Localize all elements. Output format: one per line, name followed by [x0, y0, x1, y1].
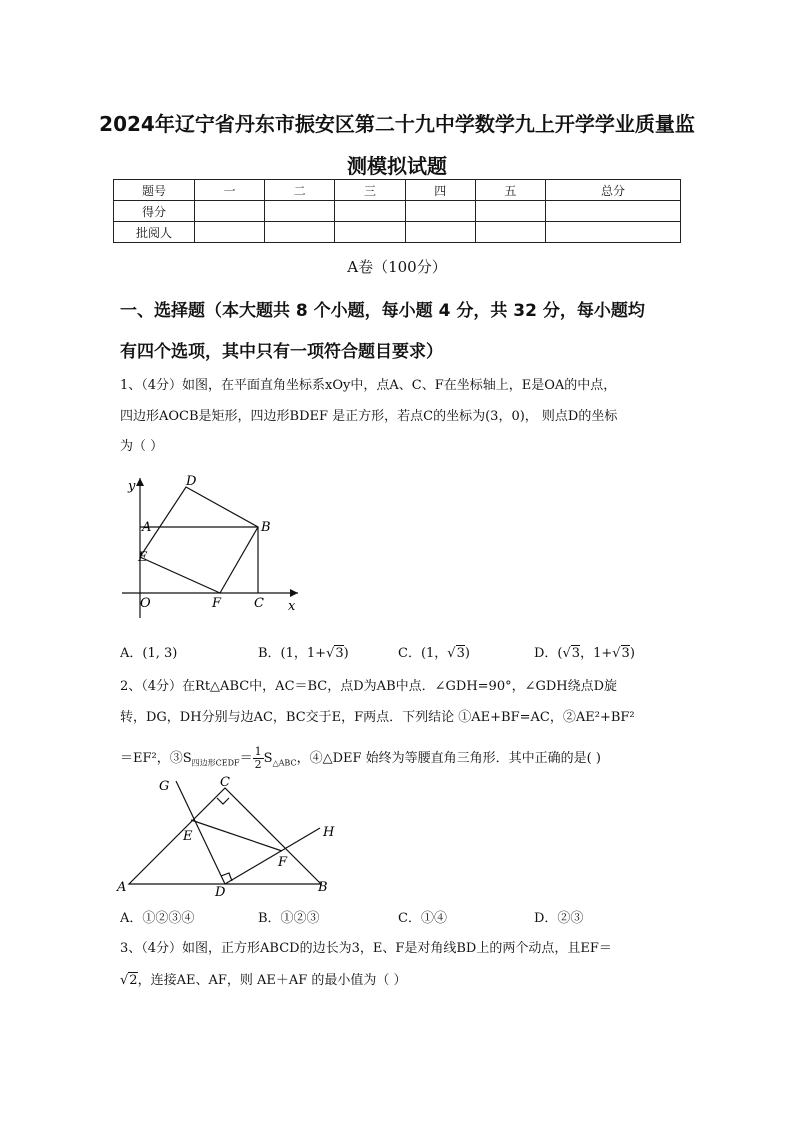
score-cell[interactable]: [265, 222, 335, 243]
score-table: [113, 179, 681, 243]
section-heading-line-2: 有四个选项，其中只有一项符合题目要求）: [120, 342, 443, 362]
table-header-cell: 题号: [114, 180, 195, 201]
table-row: [114, 222, 681, 243]
label-c: C: [254, 596, 264, 611]
q1-option-d-radicand-1: 3: [571, 646, 581, 661]
q1-option-a[interactable]: A．(1, 3): [120, 646, 178, 661]
q2-line-3-b: ＝: [239, 751, 253, 766]
q2-option-d[interactable]: D．②③: [534, 911, 584, 926]
section-heading-line-1: 一、选择题（本大题共 8 个小题，每小题 4 分，共 32 分，每小题均: [120, 301, 645, 321]
q2-fraction-numerator: 1: [254, 745, 262, 758]
table-row: [114, 201, 681, 222]
q1-option-c[interactable]: C．(1，√3): [398, 646, 470, 661]
score-cell[interactable]: [546, 222, 681, 243]
q1-option-d-text: D．(: [534, 646, 563, 661]
q1-option-b-text: B．(1，1+: [258, 646, 327, 661]
label-d: D: [186, 474, 197, 489]
label-c: C: [220, 775, 230, 790]
score-cell[interactable]: [335, 222, 405, 243]
y-axis-arrow: [136, 478, 144, 486]
square-bdef: [140, 487, 258, 593]
score-cell[interactable]: [546, 201, 681, 222]
q1-option-c-close: ): [464, 646, 470, 661]
q2-line-3-c: S: [263, 751, 273, 766]
score-cell[interactable]: [335, 201, 405, 222]
label-b: B: [318, 880, 328, 895]
label-d: D: [215, 885, 226, 896]
label-y: y: [128, 479, 136, 494]
q2-line-2: 转，DG，DH分别与边AC，BC交于E，F两点．下列结论 ①AE+BF=AC，②AE²+BF²: [120, 710, 635, 725]
q2-line-3-d: ，④△DEF 始终为等腰直角三角形．其中正确的是( ): [296, 751, 601, 766]
q2-line-3-a: ＝EF²，③S: [120, 751, 192, 766]
q2-line-3: [120, 746, 601, 772]
label-b: B: [261, 520, 271, 535]
score-cell[interactable]: [405, 222, 475, 243]
q2-figure: [115, 770, 345, 896]
segment-ef: [191, 820, 282, 851]
q2-fraction-denominator: 2: [254, 758, 262, 771]
q2-option-b[interactable]: B．①②③: [258, 911, 320, 926]
q2-line-1: 2、（4分）在Rt△ABC中，AC＝BC，点D为AB中点．∠GDH=90°，∠GDH绕点D旋: [120, 679, 618, 694]
label-g: G: [159, 779, 170, 794]
q1-line-2: 四边形AOCB是矩形，四边形BDEF 是正方形，若点C的坐标为(3，0)， 则点D的坐标: [120, 409, 618, 424]
q1-figure: [118, 470, 318, 620]
q2-fraction: [253, 746, 264, 771]
label-f: F: [278, 855, 288, 870]
q3-line-2-text: ，连接AE、AF，则 AE＋AF 的最小值为（ ）: [137, 973, 407, 988]
label-o: O: [140, 596, 151, 611]
q2-option-a[interactable]: A．①②③④: [120, 911, 195, 926]
q1-option-d-mid: ，1+: [580, 646, 613, 661]
label-f: F: [212, 596, 222, 611]
score-cell[interactable]: [405, 201, 475, 222]
right-angle-c: [217, 798, 229, 804]
title-line-1: 2024年辽宁省丹东市振安区第二十九中学数学九上开学学业质量监: [99, 112, 695, 136]
q3-line-1: 3、（4分）如图，正方形ABCD的边长为3，E、F是对角线BD上的两个动点，且EF＝: [120, 941, 612, 956]
q1-option-b-radicand: 3: [335, 646, 344, 661]
label-a: A: [117, 880, 127, 895]
title-line-2: 测模拟试题: [347, 154, 447, 178]
row-label: 批阅人: [114, 222, 195, 243]
q1-line-1: 1、（4分）如图，在平面直角坐标系xOy中，点A、C、F在坐标轴上，E是OA的中点，: [120, 378, 617, 393]
score-cell[interactable]: [195, 201, 265, 222]
q1-option-b[interactable]: B．(1，1+√3): [258, 646, 349, 661]
q2-option-c[interactable]: C．①④: [398, 911, 447, 926]
q3-line-2: √2，连接AE、AF，则 AE＋AF 的最小值为（ ）: [120, 973, 407, 988]
table-header-cell: 二: [265, 180, 335, 201]
q1-option-b-close: ): [343, 646, 349, 661]
label-e: E: [138, 550, 148, 565]
volume-label: A卷（100分）: [347, 258, 447, 276]
score-cell[interactable]: [265, 201, 335, 222]
q2-subscript-quad: 四边形CEDF: [191, 758, 240, 768]
table-header-cell: 四: [405, 180, 475, 201]
score-cell[interactable]: [475, 201, 545, 222]
q1-option-c-radicand: 3: [456, 646, 465, 661]
row-label: 得分: [114, 201, 195, 222]
table-header-cell: 总分: [546, 180, 681, 201]
q1-option-d-close: ): [629, 646, 635, 661]
table-header-cell: 一: [195, 180, 265, 201]
score-cell[interactable]: [475, 222, 545, 243]
label-h: H: [323, 825, 335, 840]
score-cell[interactable]: [195, 222, 265, 243]
table-header-cell: 三: [335, 180, 405, 201]
table-row: [114, 180, 681, 201]
q1-option-c-text: C．(1，: [398, 646, 448, 661]
q1-option-d-radicand-2: 3: [621, 646, 630, 661]
q1-option-d[interactable]: D．(√3，1+√3): [534, 646, 635, 661]
table-header-cell: 五: [475, 180, 545, 201]
q1-line-3: 为（ ）: [120, 439, 164, 454]
q2-subscript-triangle: △ABC: [272, 758, 297, 768]
label-x: x: [288, 599, 296, 614]
q3-radicand: 2: [129, 973, 138, 988]
label-e: E: [183, 829, 193, 844]
x-axis-arrow: [290, 589, 298, 597]
label-a: A: [142, 520, 152, 535]
